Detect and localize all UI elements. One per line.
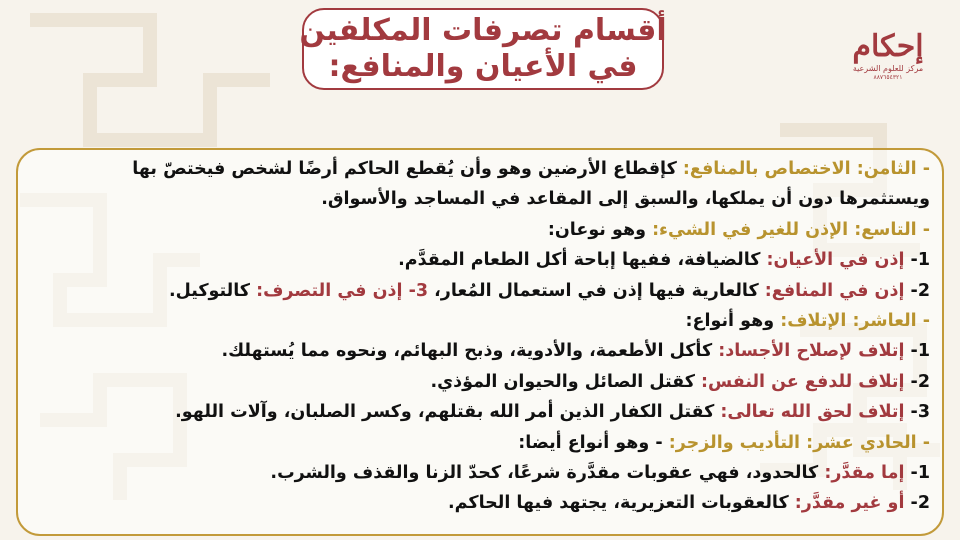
slide-title-box [299,8,667,90]
line-9th-2 [30,276,930,306]
body-text: كأكل الأطعمة، والأدوية، وذبح البهائم، ونحوه مما يُستهلك. [221,341,713,362]
line-10th-3 [30,397,930,427]
body-text: ويستثمرها دون أن يملكها، والسبق إلى المقاعد في المساجد والأسواق. [321,189,930,210]
line-11th [30,428,930,458]
item-number: 3- [910,402,930,423]
line-8th-cont [30,184,930,214]
line-10th-1 [30,336,930,366]
heading-eighth: الثامن: الاختصاص بالمنافع: [682,159,917,179]
body-text: - وهو أنواع أيضا: [518,432,663,453]
brand-logo [838,30,938,100]
line-10th-2 [30,367,930,397]
bullet-dash: - [922,159,930,179]
line-11th-1 [30,458,930,488]
heading-eleventh: الحادي عشر: التأديب والزجر: [668,432,917,453]
body-text: كالعارية فيها إذن في استعمال المُعار، [434,280,759,301]
body-text: كإقطاع الأرضين وهو وأن يُقطع الحاكم أرضًا لشخص فيختصّ بها [132,159,677,179]
item-heading: إتلاف لحق الله تعالى: [720,402,905,423]
body-text: كالحدود، فهي عقوبات مقدَّرة شرعًا، كحدّ الزنا والقذف والشرب. [270,462,819,483]
title-line-2: في الأعيان والمنافع: [328,49,638,84]
bullet-dash: - [922,219,930,240]
body-text: وهو أنواع: [685,310,775,331]
item-heading: أو غير مقدَّر: [794,493,905,514]
heading-ninth: التاسع: الإذن للغير في الشيء: [652,219,917,240]
logo-word: إحكام [852,29,924,64]
item-number: 2- [910,280,930,301]
logo-number: ٨٨٧٦٥٤٣٢١ [873,74,903,81]
body-text: وهو نوعان: [547,219,646,240]
item-heading: إتلاف لإصلاح الأجساد: [718,341,905,362]
item-heading: إما مقدَّر: [824,462,905,483]
body-text: كالضيافة، ففيها إباحة أكل الطعام المقدَّم. [398,250,761,271]
logo-subtitle: مركز للعلوم الشرعية [852,64,924,73]
line-8th [30,154,930,184]
item-number: 1- [910,462,930,483]
item-number: 1- [910,250,930,271]
body-text: كقتل الكفار الذين أمر الله بقتلهم، وكسر الصلبان، وآلات اللهو. [175,402,715,423]
line-11th-2 [30,488,930,518]
item-heading: إذن في التصرف: [256,280,403,301]
item-heading: إذن في المنافع: [764,280,905,301]
item-heading: إتلاف للدفع عن النفس: [701,371,905,392]
content-lines [30,154,930,519]
item-number: 2- [910,493,930,514]
body-text: كقتل الصائل والحيوان المؤذي. [430,371,695,392]
line-10th [30,306,930,336]
body-text: كالعقوبات التعزيرية، يجتهد فيها الحاكم. [448,493,789,514]
body-text: كالتوكيل. [168,280,250,301]
heading-tenth: العاشر: الإتلاف: [780,310,917,331]
bullet-dash: - [922,310,930,331]
item-number: 2- [910,371,930,392]
line-9th-1 [30,245,930,275]
item-number: 1- [910,341,930,362]
title-line-1: أقسام تصرفات المكلفين [299,13,667,48]
line-9th [30,215,930,245]
bullet-dash: - [922,432,930,453]
item-heading: إذن في الأعيان: [766,250,905,271]
item-number: 3- [408,280,429,301]
